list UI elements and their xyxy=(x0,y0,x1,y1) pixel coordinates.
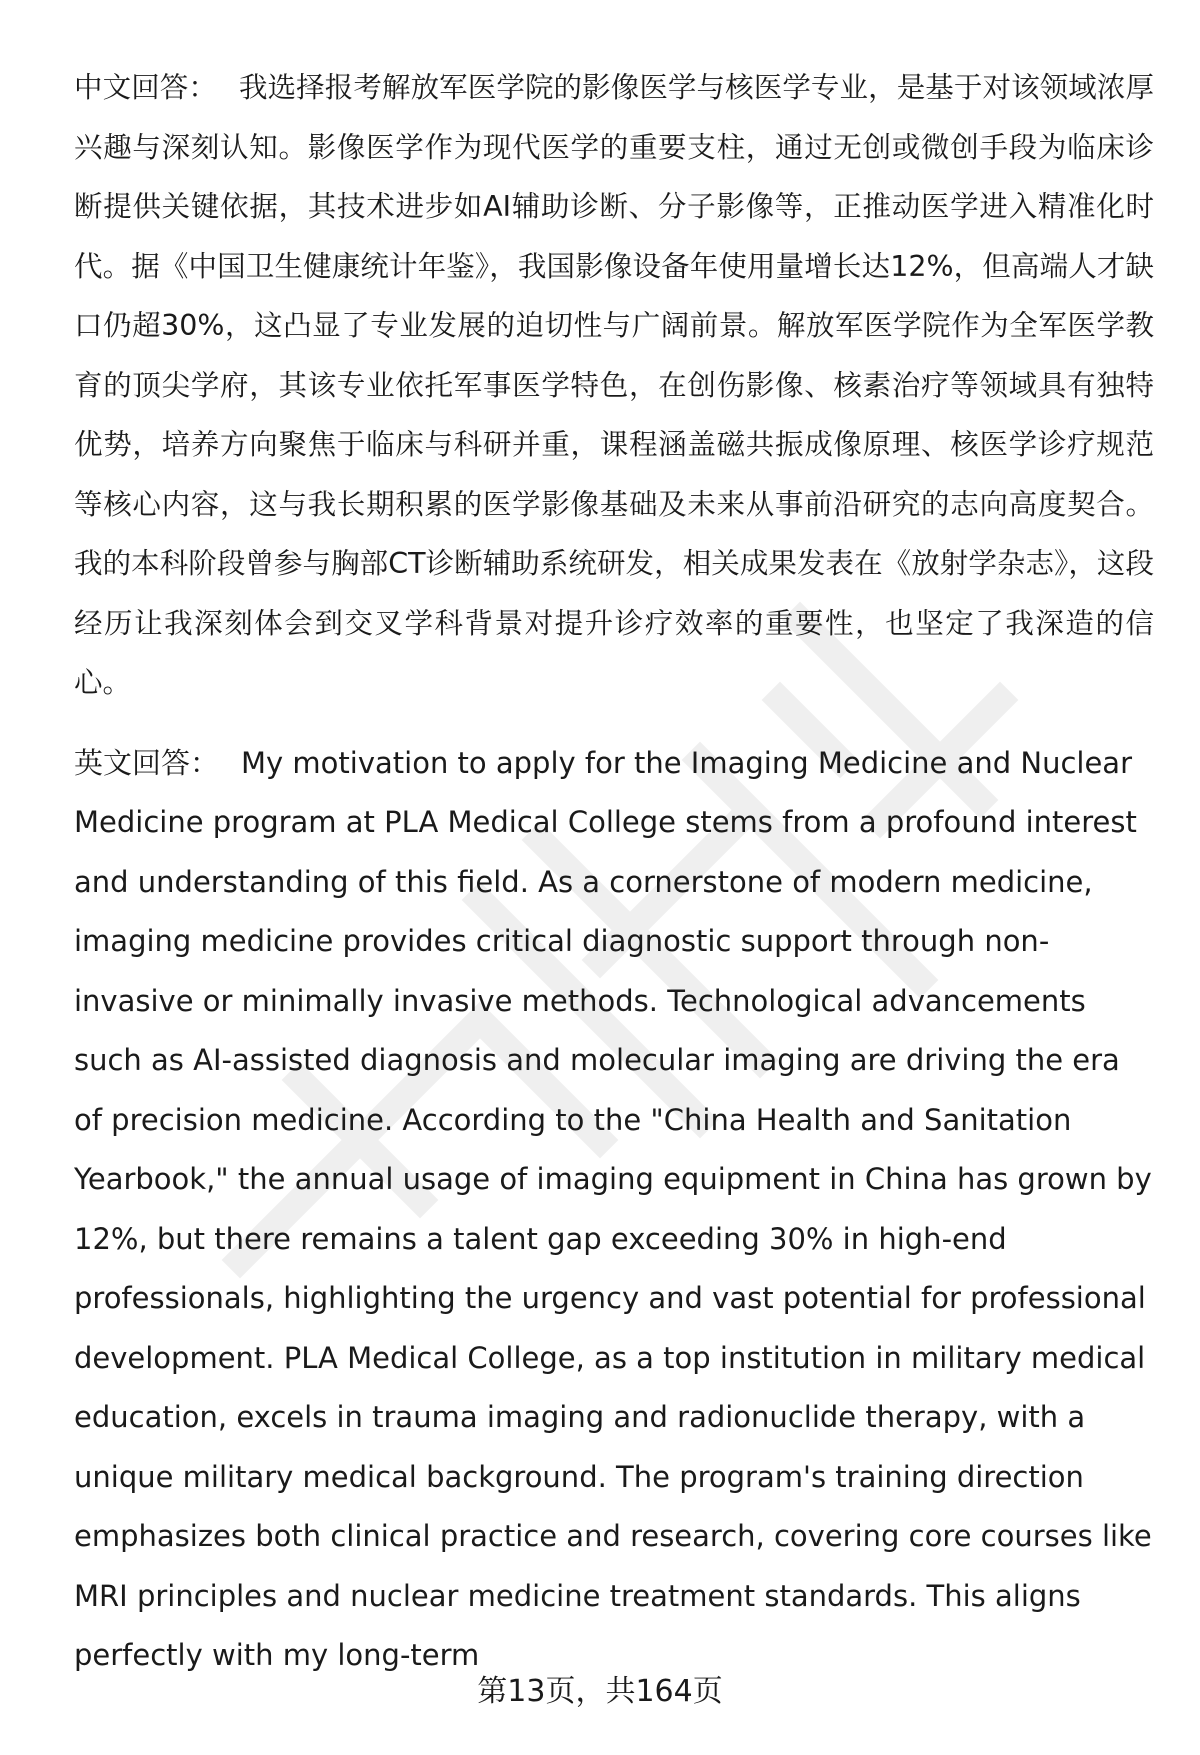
chinese-answer-label: 中文回答： xyxy=(74,71,217,104)
document-body xyxy=(74,58,1154,1686)
english-answer-paragraph xyxy=(74,734,1154,1686)
chinese-answer-text: 我选择报考解放军医学院的影像医学与核医学专业，是基于对该领域浓厚兴趣与深刻认知。影像医学作为现代医学的重要支柱，通过无创或微创手段为临床诊断提供关键依据，其技术进步如AI辅助诊断、分子影像等，正推动医学进入精准化时代。据《中国卫生健康统计年鉴》，我国影像设备年使用量增长达12%，但高端人才缺口仍超30%，这凸显了专业发展的迫切性与广阔前景。解放军医学院作为全军医学教育的顶尖学府，其该专业依托军事医学特色，在创伤影像、核素治疗等领域具有独特优势，培养方向聚焦于临床与科研并重，课程涵盖磁共振成像原理、核医学诊疗规范等核心内容，这与我长期积累的医学影像基础及未来从事前沿研究的志向高度契合。我的本科阶段曾参与胸部CT诊断辅助系统研发，相关成果发表在《放射学杂志》，这段经历让我深刻体会到交叉学科背景对提升诊疗效率的重要性，也坚定了我深造的信心。 xyxy=(74,71,1154,699)
english-answer-text: My motivation to apply for the Imaging Medicine and Nuclear Medicine program at PLA Medical College stems from a profound interest and understanding of this field. As a cornerstone of modern medicine, imaging medicine provides critical diagnostic support through non-invasive or minimally invasive methods. Technological advancements such as AI-assisted diagnosis and molecular imaging are driving the era of precision medicine. According to the "China Health and Sanitation Yearbook," the annual usage of imaging equipment in China has grown by 12%, but there remains a talent gap exceeding 30% in high-end professionals, highlighting the urgency and vast potential for professional development. PLA Medical College, as a top institution in military medical education, excels in trauma imaging and radionuclide therapy, with a unique military medical background. The program's training direction emphasizes both clinical practice and research, covering core courses like MRI principles and nuclear medicine treatment standards. This aligns perfectly with my long-term xyxy=(74,745,1152,1672)
chinese-answer-paragraph xyxy=(74,58,1154,713)
page-number-footer: 第13页，共164页 xyxy=(477,1674,723,1709)
english-answer-label: 英文回答： xyxy=(74,745,220,780)
